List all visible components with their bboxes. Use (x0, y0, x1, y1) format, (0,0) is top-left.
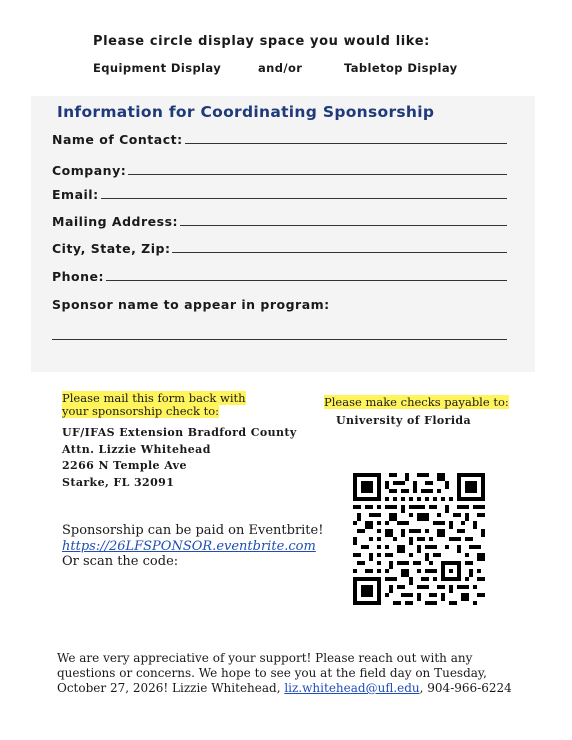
mail-instructions-text: Please mail this form back with your sponsorship check to: (62, 391, 246, 418)
scan-code-line: Or scan the code: (62, 554, 179, 569)
and-or-text: and/or (258, 61, 303, 75)
sponsor-name-label: Sponsor name to appear in program: (52, 297, 330, 312)
city-state-zip-label: City, State, Zip: (52, 241, 171, 256)
phone-line[interactable] (106, 279, 507, 281)
equipment-display-option[interactable]: Equipment Display (93, 61, 222, 75)
qr-code-icon[interactable] (353, 473, 485, 605)
sponsor-name-line[interactable] (52, 339, 507, 340)
phone-label: Phone: (52, 269, 105, 284)
payee-name: University of Florida (336, 414, 472, 427)
mailing-address-line[interactable] (180, 224, 507, 226)
address-line: 2266 N Temple Ave (62, 459, 187, 472)
tabletop-display-option[interactable]: Tabletop Display (344, 61, 458, 75)
eventbrite-block (62, 523, 323, 570)
mailing-address-label: Mailing Address: (52, 214, 179, 229)
eventbrite-link[interactable]: https://26LFSPONSOR.eventbrite.com (62, 538, 316, 554)
footer-text (57, 651, 527, 696)
mail-instructions (62, 392, 272, 418)
check-instructions (324, 395, 509, 409)
company-line[interactable] (128, 173, 507, 175)
mailing-address-field[interactable] (52, 214, 507, 229)
footer-message: We are very appreciative of your support! Please reach out with any questions or concerns. We hope to see you at the field day on Tuesday, October 27, 2026! Lizzie Whitehead, (57, 651, 487, 695)
address-line: Attn. Lizzie Whitehead (62, 442, 211, 456)
email-label: Email: (52, 187, 99, 202)
mailing-address-block (62, 425, 297, 491)
contact-name-line[interactable] (185, 142, 507, 144)
check-instructions-text: Please make checks payable to: (324, 395, 509, 409)
display-prompt: Please circle display space you would like: (93, 34, 430, 49)
sponsorship-title: Information for Coordinating Sponsorship (57, 103, 435, 121)
company-field[interactable] (52, 163, 507, 178)
contact-name-field[interactable] (52, 132, 507, 147)
company-label: Company: (52, 163, 127, 178)
eventbrite-line: Sponsorship can be paid on Eventbrite! (62, 523, 324, 538)
address-line: Starke, FL 32091 (62, 475, 175, 489)
city-state-zip-field[interactable] (52, 241, 507, 256)
phone-field[interactable] (52, 269, 507, 284)
email-field[interactable] (52, 187, 507, 202)
footer-phone: , 904-966-6224 (419, 681, 512, 695)
contact-name-label: Name of Contact: (52, 132, 183, 147)
contact-email-link[interactable]: liz.whitehead@ufl.edu (284, 681, 420, 695)
address-line: UF/IFAS Extension Bradford County (62, 426, 297, 439)
city-state-zip-line[interactable] (172, 251, 507, 253)
email-line[interactable] (101, 197, 507, 199)
